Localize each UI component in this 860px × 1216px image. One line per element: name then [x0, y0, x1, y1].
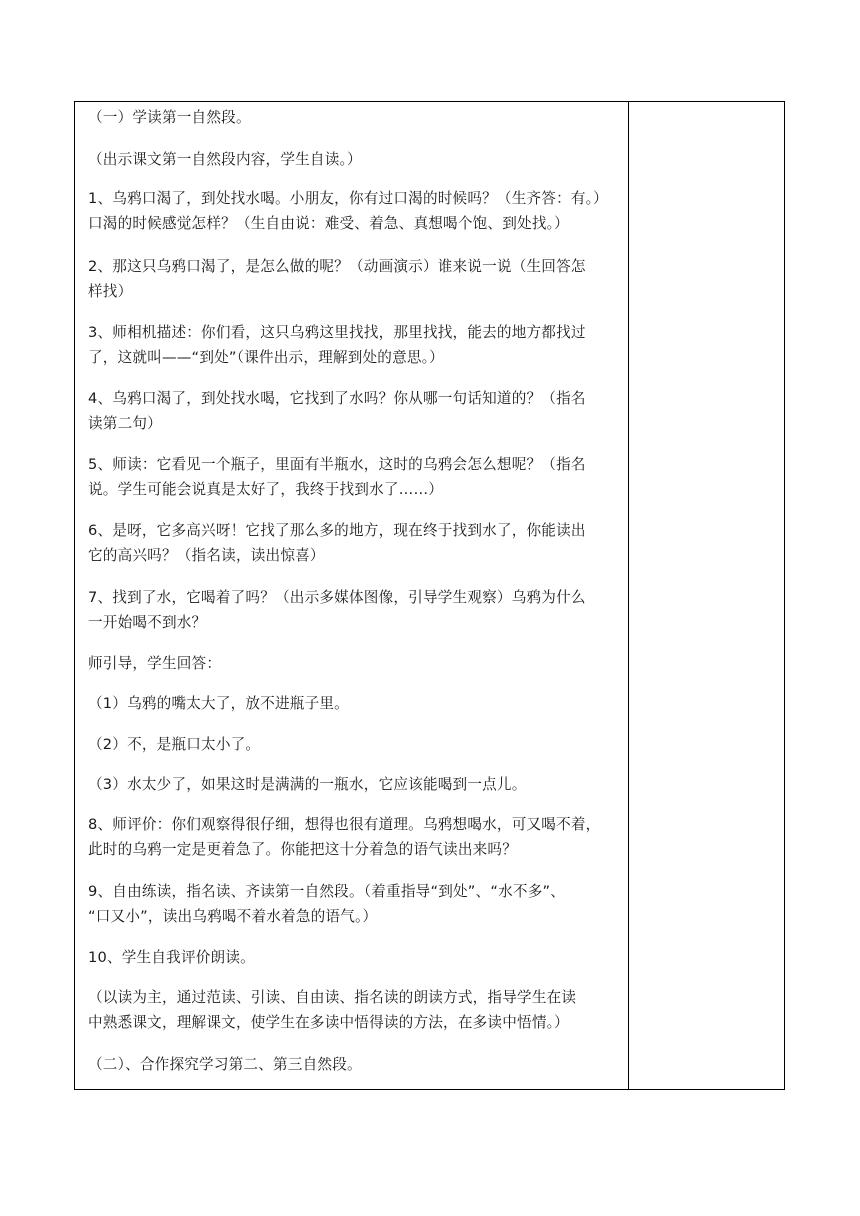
text-line: 口渴的时候感觉怎样？（生自由说：难受、着急、真想喝个饱、到处找。）	[88, 215, 569, 232]
list-item	[88, 772, 623, 797]
paragraph	[88, 186, 623, 236]
paragraph	[88, 585, 623, 635]
list-item	[88, 691, 623, 716]
text-line: 5、师读：它看见一个瓶子，里面有半瓶水，这时的乌鸦会怎么想呢？（指名	[88, 456, 586, 473]
section-heading	[88, 1052, 623, 1077]
text-line: 1、乌鸦口渴了，到处找水喝。小朋友，你有过口渴的时候吗？（生齐答：有。）	[88, 190, 608, 207]
lesson-plan-table	[74, 101, 785, 1090]
text-line: 此时的乌鸦一定是更着急了。你能把这十分着急的语气读出来吗？	[88, 841, 518, 858]
text-line: （3）水太少了，如果这时是满满的一瓶水，它应该能喝到一点儿。	[88, 776, 527, 793]
paragraph	[88, 452, 623, 502]
text-line: 师引导，学生回答：	[88, 655, 222, 672]
paragraph	[88, 945, 623, 970]
text-line: 样找）	[88, 283, 133, 300]
text-line: 10、学生自我评价朗读。	[88, 949, 255, 966]
paragraph	[88, 386, 623, 436]
paragraph	[88, 812, 623, 862]
text-line: “口又小”，读出乌鸦喝不着水着急的语气。）	[88, 908, 378, 925]
text-line: （1）乌鸦的嘴太大了，放不进瓶子里。	[88, 695, 349, 712]
text-line: 6、是呀，它多高兴呀！它找了那么多的地方，现在终于找到水了，你能读出	[88, 522, 586, 539]
lesson-content-cell	[75, 102, 628, 1089]
text-line: 3、师相机描述：你们看，这只乌鸦这里找找，那里找找，能去的地方都找过	[88, 324, 586, 341]
text-line: 说。学生可能会说真是太好了，我终于找到水了……）	[88, 481, 444, 498]
paragraph	[88, 320, 623, 370]
text-line: （2）不，是瓶口太小了。	[88, 736, 261, 753]
text-line: 读第二句）	[88, 415, 162, 432]
paragraph	[88, 147, 623, 172]
section-heading	[88, 105, 623, 130]
text-line: 中熟悉课文，理解课文，使学生在多读中悟得读的方法，在多读中悟情。）	[88, 1014, 569, 1031]
paragraph	[88, 985, 623, 1035]
paragraph	[88, 879, 623, 929]
text-line: （以读为主，通过范读、引读、自由读、指名读的朗读方式，指导学生在读	[88, 989, 577, 1006]
text-line: （一）学读第一自然段。	[88, 109, 251, 126]
paragraph	[88, 518, 623, 568]
text-line: 了，这就叫——“到处”（课件出示，理解到处的意思。）	[88, 349, 444, 366]
notes-cell	[629, 102, 784, 1089]
text-line: 7、找到了水，它喝着了吗？（出示多媒体图像，引导学生观察）乌鸦为什么	[88, 589, 586, 606]
list-item	[88, 732, 623, 757]
paragraph	[88, 651, 623, 676]
text-line: 4、乌鸦口渴了，到处找水喝，它找到了水吗？你从哪一句话知道的？（指名	[88, 390, 586, 407]
text-line: （出示课文第一自然段内容，学生自读。）	[88, 151, 362, 168]
text-line: 2、那这只乌鸦口渴了，是怎么做的呢？（动画演示）谁来说一说（生回答怎	[88, 258, 586, 275]
text-line: 9、自由练读，指名读、齐读第一自然段。（着重指导“到处”、“水不多”、	[88, 883, 566, 900]
text-line: 一开始喝不到水？	[88, 614, 207, 631]
text-line: 8、师评价：你们观察得很仔细，想得也很有道理。乌鸦想喝水，可又喝不着，	[88, 816, 601, 833]
text-line: 它的高兴吗？（指名读，读出惊喜）	[88, 547, 325, 564]
text-line: （二）、合作探究学习第二、第三自然段。	[88, 1056, 362, 1073]
paragraph	[88, 254, 623, 304]
